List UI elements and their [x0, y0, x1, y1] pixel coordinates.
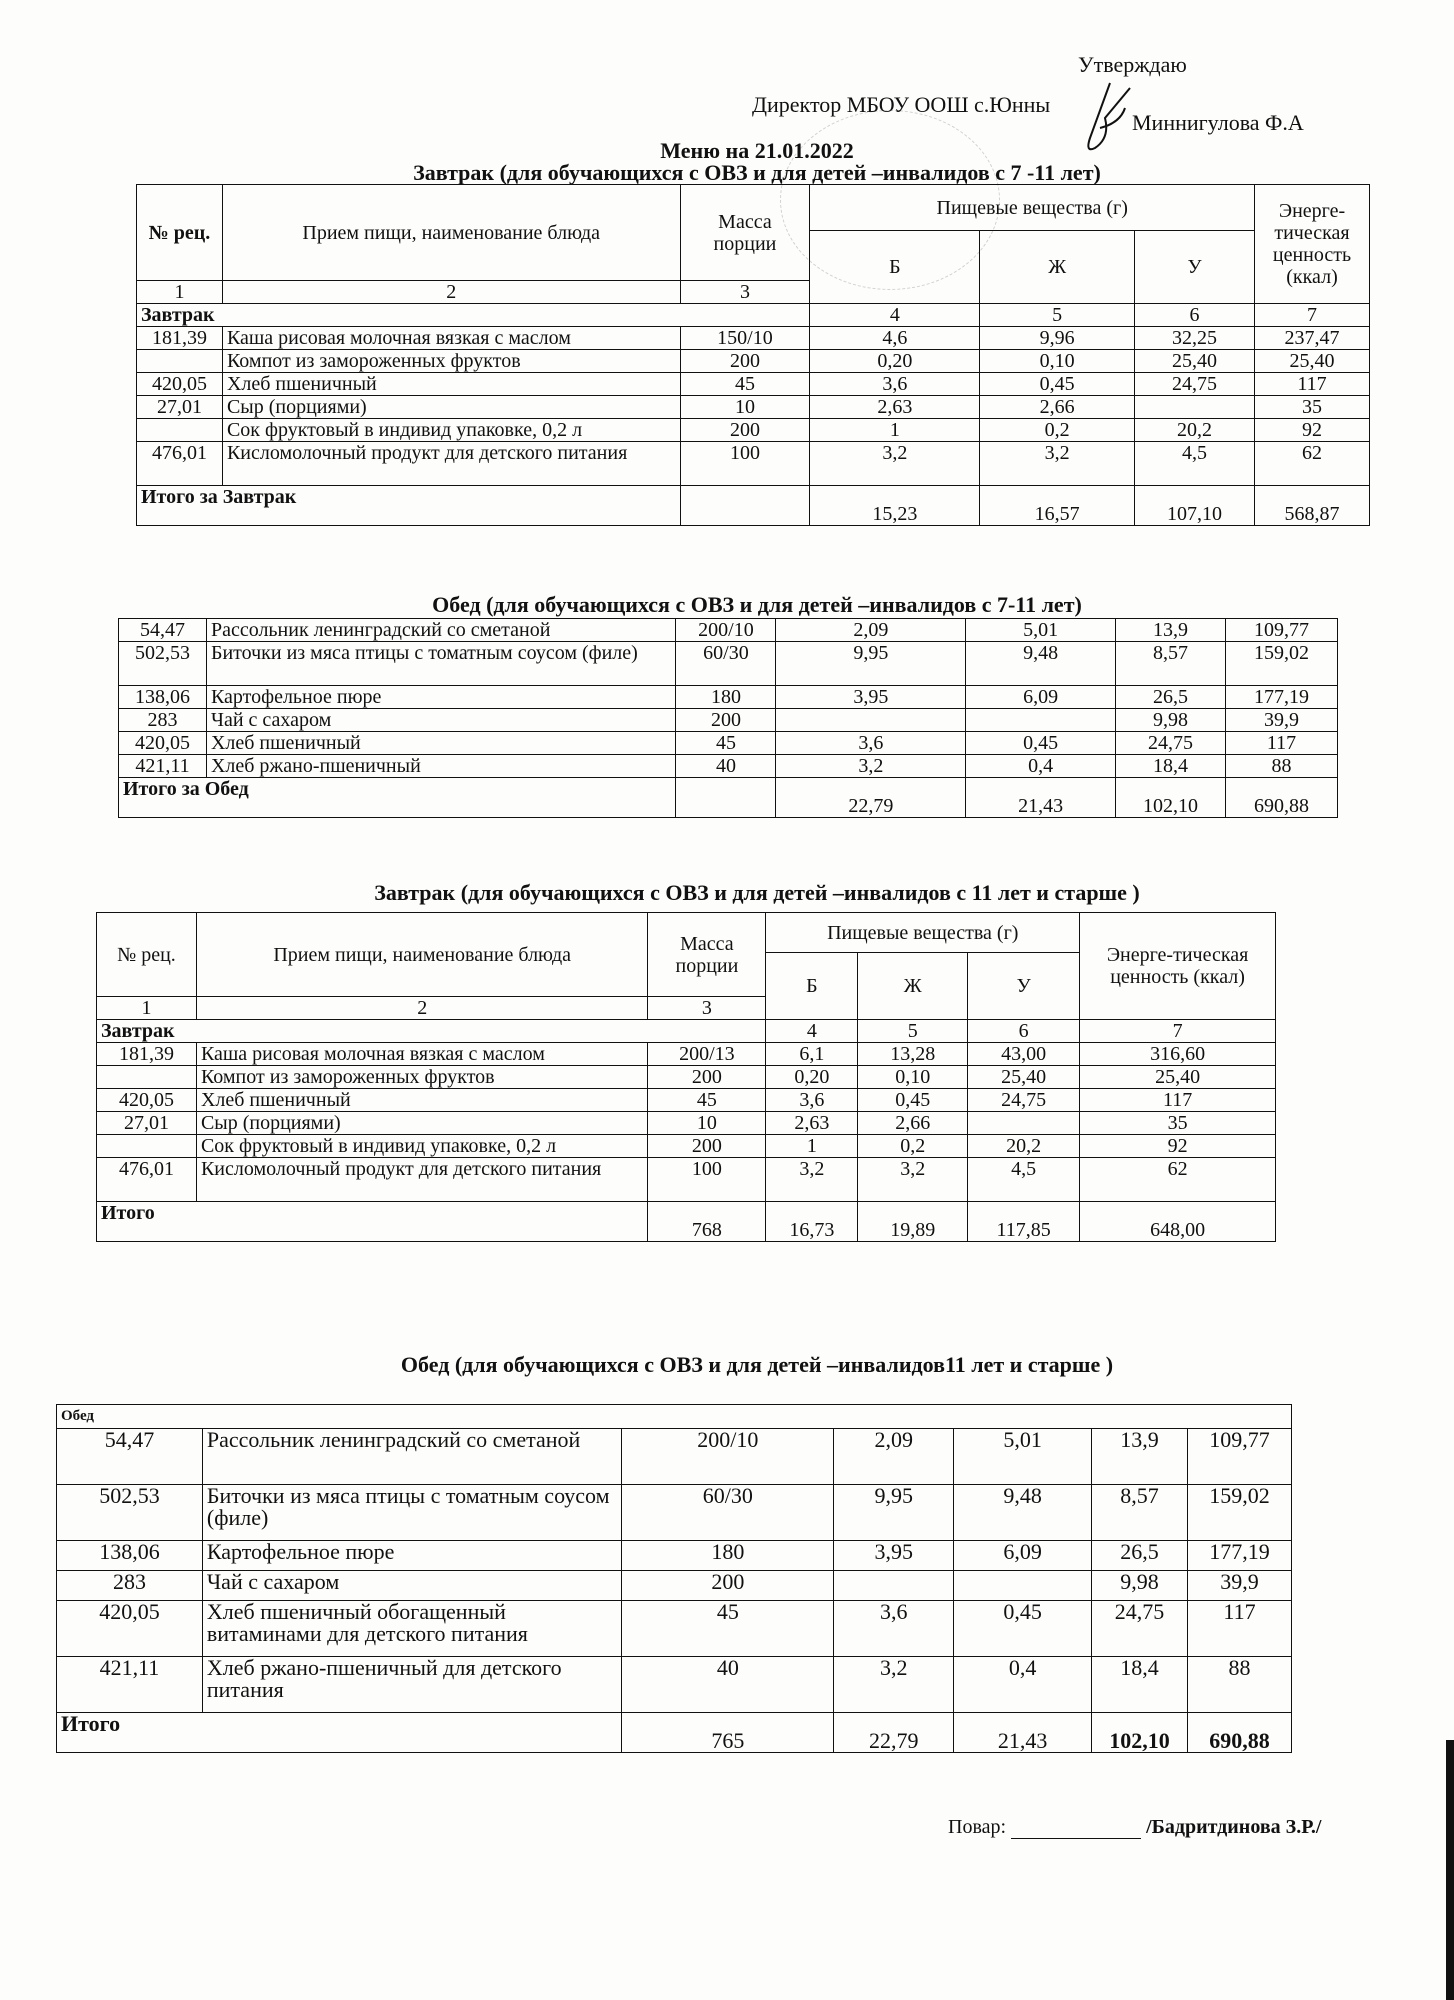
- dish-name: Каша рисовая молочная вязкая с маслом: [196, 1043, 648, 1066]
- energy-total: 648,00: [1080, 1202, 1276, 1242]
- protein-value: [834, 1571, 954, 1601]
- header-zh: Ж: [858, 953, 968, 1020]
- total-row: [57, 1713, 1292, 1753]
- dish-name: Компот из замороженных фруктов: [196, 1066, 648, 1089]
- protein-value: 3,2: [776, 755, 966, 778]
- dish-name: Кисломолочный продукт для детского питания: [196, 1158, 648, 1202]
- portion-total: [680, 486, 810, 526]
- recipe-number: 181,39: [97, 1043, 197, 1066]
- energy-value: 117: [1080, 1089, 1276, 1112]
- protein-value: 2,09: [776, 619, 966, 642]
- header-b: Б: [810, 231, 980, 304]
- energy-value: 117: [1187, 1601, 1291, 1657]
- portion-mass: 60/30: [676, 642, 776, 686]
- recipe-number: 420,05: [97, 1089, 197, 1112]
- table-row: [57, 1657, 1292, 1713]
- protein-value: 3,6: [766, 1089, 858, 1112]
- approval-block: [0, 0, 1454, 140]
- portion-mass: 10: [648, 1112, 766, 1135]
- protein-value: 3,2: [766, 1158, 858, 1202]
- table-row: [137, 442, 1370, 486]
- protein-total: 15,23: [810, 486, 980, 526]
- colnum-6: 6: [968, 1020, 1080, 1043]
- carbs-value: 8,57: [1092, 1485, 1188, 1541]
- carbs-value: 32,25: [1135, 327, 1255, 350]
- recipe-number: 138,06: [57, 1541, 203, 1571]
- recipe-number: 421,11: [57, 1657, 203, 1713]
- recipe-number: 27,01: [97, 1112, 197, 1135]
- table-row: [97, 1135, 1276, 1158]
- colnum-3: 3: [648, 997, 766, 1020]
- portion-mass: 45: [676, 732, 776, 755]
- portion-mass: 200: [676, 709, 776, 732]
- total-row: [137, 486, 1370, 526]
- carbs-value: 9,98: [1092, 1571, 1188, 1601]
- energy-value: 117: [1226, 732, 1338, 755]
- fat-value: 2,66: [980, 396, 1135, 419]
- fat-value: 5,01: [966, 619, 1116, 642]
- protein-value: 3,6: [776, 732, 966, 755]
- carbs-value: 25,40: [1135, 350, 1255, 373]
- table-row: [119, 642, 1338, 686]
- recipe-number: 476,01: [97, 1158, 197, 1202]
- fat-value: 9,48: [954, 1485, 1092, 1541]
- dish-name: Рассольник ленинградский со сметаной: [202, 1429, 622, 1485]
- carbs-value: 43,00: [968, 1043, 1080, 1066]
- energy-value: 159,02: [1226, 642, 1338, 686]
- carbs-value: 24,75: [968, 1089, 1080, 1112]
- dish-name: Биточки из мяса птицы с томатным соусом (филе): [202, 1485, 622, 1541]
- portion-total: [676, 778, 776, 818]
- recipe-number: [97, 1135, 197, 1158]
- portion-mass: 10: [680, 396, 810, 419]
- total-label: Итого за Завтрак: [137, 486, 681, 526]
- energy-value: 109,77: [1187, 1429, 1291, 1485]
- portion-mass: 200: [622, 1571, 834, 1601]
- recipe-number: 420,05: [57, 1601, 203, 1657]
- dish-name: Хлеб пшеничный: [206, 732, 676, 755]
- director-title: Директор МБОУ ООШ с.Юнны: [752, 92, 1051, 117]
- energy-value: 117: [1254, 373, 1369, 396]
- dish-name: Сок фруктовый в индивид упаковке, 0,2 л: [196, 1135, 648, 1158]
- carbs-value: 25,40: [968, 1066, 1080, 1089]
- header-zh: Ж: [980, 231, 1135, 304]
- table1-title: Завтрак (для обучающихся с ОВЗ и для детей –инвалидов с 7 -11 лет): [413, 160, 1101, 185]
- portion-mass: 180: [622, 1541, 834, 1571]
- energy-value: 237,47: [1254, 327, 1369, 350]
- table-row: [57, 1541, 1292, 1571]
- carbs-value: 26,5: [1092, 1541, 1188, 1571]
- approval-label: Утверждаю: [1078, 52, 1187, 77]
- energy-value: 109,77: [1226, 619, 1338, 642]
- carbs-value: 20,2: [968, 1135, 1080, 1158]
- colnum-3: 3: [680, 281, 810, 304]
- portion-mass: 45: [680, 373, 810, 396]
- colnum-2: 2: [196, 997, 648, 1020]
- fat-value: 0,45: [966, 732, 1116, 755]
- portion-mass: 150/10: [680, 327, 810, 350]
- header-u: У: [1135, 231, 1255, 304]
- colnum-5: 5: [858, 1020, 968, 1043]
- table-row: [137, 419, 1370, 442]
- protein-value: 2,63: [766, 1112, 858, 1135]
- carbs-value: 20,2: [1135, 419, 1255, 442]
- fat-total: 16,57: [980, 486, 1135, 526]
- portion-mass: 200: [648, 1135, 766, 1158]
- portion-mass: 180: [676, 686, 776, 709]
- dish-name: Сыр (порциями): [222, 396, 680, 419]
- protein-value: 4,6: [810, 327, 980, 350]
- total-row: [97, 1202, 1276, 1242]
- dish-name: Хлеб ржано-пшеничный: [206, 755, 676, 778]
- header-mass: Масса порции: [680, 185, 810, 281]
- carbs-value: 24,75: [1135, 373, 1255, 396]
- director-name: Миннигулова Ф.А: [1132, 110, 1304, 135]
- fat-value: 9,48: [966, 642, 1116, 686]
- portion-mass: 200/10: [676, 619, 776, 642]
- table-row: [97, 1158, 1276, 1202]
- cook-name: /Бадритдинова З.Р./: [1146, 1816, 1322, 1838]
- portion-mass: 100: [680, 442, 810, 486]
- fat-value: [954, 1571, 1092, 1601]
- dish-name: Рассольник ленинградский со сметаной: [206, 619, 676, 642]
- total-label: Итого: [97, 1202, 648, 1242]
- recipe-number: 420,05: [137, 373, 223, 396]
- portion-mass: 200/10: [622, 1429, 834, 1485]
- cook-signature-block: [948, 1816, 1321, 1839]
- table-row: [137, 396, 1370, 419]
- recipe-number: 54,47: [119, 619, 207, 642]
- recipe-number: 138,06: [119, 686, 207, 709]
- recipe-number: 420,05: [119, 732, 207, 755]
- energy-value: 25,40: [1080, 1066, 1276, 1089]
- section-label: Завтрак: [97, 1020, 766, 1043]
- protein-value: 3,6: [834, 1601, 954, 1657]
- protein-value: 1: [810, 419, 980, 442]
- recipe-number: [137, 350, 223, 373]
- carbs-total: 117,85: [968, 1202, 1080, 1242]
- dish-name: Компот из замороженных фруктов: [222, 350, 680, 373]
- header-num: № рец.: [137, 185, 223, 281]
- total-row: [119, 778, 1338, 818]
- carbs-value: 4,5: [968, 1158, 1080, 1202]
- header-dish: Прием пищи, наименование блюда: [222, 185, 680, 281]
- energy-total: 568,87: [1254, 486, 1369, 526]
- protein-total: 22,79: [834, 1713, 954, 1753]
- header-num: № рец.: [97, 913, 197, 997]
- carbs-value: 24,75: [1116, 732, 1226, 755]
- carbs-total: 102,10: [1116, 778, 1226, 818]
- fat-value: 0,4: [966, 755, 1116, 778]
- header-energy: Энерге-тическая ценность (ккал): [1080, 913, 1276, 1020]
- section-label: Завтрак: [137, 304, 810, 327]
- recipe-number: [137, 419, 223, 442]
- dish-name: Кисломолочный продукт для детского питания: [222, 442, 680, 486]
- energy-value: 35: [1080, 1112, 1276, 1135]
- energy-value: 177,19: [1226, 686, 1338, 709]
- fat-value: 3,2: [858, 1158, 968, 1202]
- recipe-number: 283: [119, 709, 207, 732]
- protein-value: 0,20: [810, 350, 980, 373]
- fat-value: 9,96: [980, 327, 1135, 350]
- table3-title: Завтрак (для обучающихся с ОВЗ и для детей –инвалидов с 11 лет и старше ): [374, 880, 1140, 905]
- colnum-4: 4: [766, 1020, 858, 1043]
- table-row: [119, 709, 1338, 732]
- table-row: [57, 1571, 1292, 1601]
- breakfast-7-11-table: [136, 184, 1370, 526]
- protein-value: 3,2: [834, 1657, 954, 1713]
- protein-value: 3,6: [810, 373, 980, 396]
- carbs-value: 13,9: [1116, 619, 1226, 642]
- protein-value: 0,20: [766, 1066, 858, 1089]
- table-row: [119, 619, 1338, 642]
- fat-value: 0,10: [858, 1066, 968, 1089]
- header-nutrients: Пищевые вещества (г): [810, 185, 1255, 231]
- protein-total: 22,79: [776, 778, 966, 818]
- protein-value: 3,95: [834, 1541, 954, 1571]
- recipe-number: 502,53: [119, 642, 207, 686]
- header-energy: Энерге-тическая ценность (ккал): [1254, 185, 1369, 304]
- energy-value: 25,40: [1254, 350, 1369, 373]
- protein-total: 16,73: [766, 1202, 858, 1242]
- dish-name: Биточки из мяса птицы с томатным соусом (филе): [206, 642, 676, 686]
- colnum-1: 1: [97, 997, 197, 1020]
- table-row: [97, 1066, 1276, 1089]
- carbs-value: [1135, 396, 1255, 419]
- colnum-6: 6: [1135, 304, 1255, 327]
- energy-value: 62: [1080, 1158, 1276, 1202]
- portion-mass: 200: [680, 350, 810, 373]
- table4-title: Обед (для обучающихся с ОВЗ и для детей –инвалидов11 лет и старше ): [400, 1352, 1114, 1377]
- colnum-5: 5: [980, 304, 1135, 327]
- carbs-value: 13,9: [1092, 1429, 1188, 1485]
- fat-value: [966, 709, 1116, 732]
- fat-value: 0,2: [858, 1135, 968, 1158]
- dish-name: Хлеб пшеничный: [222, 373, 680, 396]
- header-mass: Масса порции: [648, 913, 766, 997]
- header-u: У: [968, 953, 1080, 1020]
- dish-name: Каша рисовая молочная вязкая с маслом: [222, 327, 680, 350]
- recipe-number: 502,53: [57, 1485, 203, 1541]
- carbs-value: 9,98: [1116, 709, 1226, 732]
- dish-name: Сок фруктовый в индивид упаковке, 0,2 л: [222, 419, 680, 442]
- cook-label: Повар:: [948, 1816, 1007, 1838]
- header-nutrients: Пищевые вещества (г): [766, 913, 1080, 953]
- portion-mass: 40: [676, 755, 776, 778]
- portion-mass: 60/30: [622, 1485, 834, 1541]
- portion-mass: 45: [648, 1089, 766, 1112]
- recipe-number: 27,01: [137, 396, 223, 419]
- protein-value: 1: [766, 1135, 858, 1158]
- protein-value: 9,95: [834, 1485, 954, 1541]
- energy-total: 690,88: [1226, 778, 1338, 818]
- dish-name: Чай с сахаром: [206, 709, 676, 732]
- fat-value: 0,45: [954, 1601, 1092, 1657]
- fat-total: 19,89: [858, 1202, 968, 1242]
- protein-value: 3,2: [810, 442, 980, 486]
- fat-value: 6,09: [954, 1541, 1092, 1571]
- fat-value: 0,45: [980, 373, 1135, 396]
- scan-edge: [1446, 1740, 1454, 2000]
- fat-value: 0,10: [980, 350, 1135, 373]
- menu-title: Меню на 21.01.2022: [660, 138, 854, 163]
- energy-value: 39,9: [1226, 709, 1338, 732]
- portion-mass: 200: [648, 1066, 766, 1089]
- carbs-value: 24,75: [1092, 1601, 1188, 1657]
- table-row: [57, 1601, 1292, 1657]
- dish-name: Хлеб ржано-пшеничный для детского питания: [202, 1657, 622, 1713]
- fat-value: 3,2: [980, 442, 1135, 486]
- protein-value: 9,95: [776, 642, 966, 686]
- colnum-4: 4: [810, 304, 980, 327]
- table2-title: Обед (для обучающихся с ОВЗ и для детей –инвалидов с 7-11 лет): [432, 592, 1082, 617]
- energy-value: 159,02: [1187, 1485, 1291, 1541]
- protein-value: [776, 709, 966, 732]
- portion-mass: 200/13: [648, 1043, 766, 1066]
- protein-value: 2,63: [810, 396, 980, 419]
- energy-value: 62: [1254, 442, 1369, 486]
- portion-total: 765: [622, 1713, 834, 1753]
- colnum-7: 7: [1254, 304, 1369, 327]
- table-row: [137, 327, 1370, 350]
- fat-total: 21,43: [966, 778, 1116, 818]
- dish-name: Сыр (порциями): [196, 1112, 648, 1135]
- table-row: [137, 373, 1370, 396]
- dish-name: Картофельное пюре: [206, 686, 676, 709]
- table-row: [97, 1112, 1276, 1135]
- dish-name: Хлеб пшеничный обогащенный витаминами для детского питания: [202, 1601, 622, 1657]
- protein-value: 3,95: [776, 686, 966, 709]
- recipe-number: [97, 1066, 197, 1089]
- energy-value: 92: [1254, 419, 1369, 442]
- header-b: Б: [766, 953, 858, 1020]
- recipe-number: 54,47: [57, 1429, 203, 1485]
- fat-value: 6,09: [966, 686, 1116, 709]
- table-row: [119, 732, 1338, 755]
- table-row: [119, 755, 1338, 778]
- recipe-number: 283: [57, 1571, 203, 1601]
- fat-value: 5,01: [954, 1429, 1092, 1485]
- carbs-value: 8,57: [1116, 642, 1226, 686]
- table-row: [137, 350, 1370, 373]
- table-row: [97, 1089, 1276, 1112]
- energy-value: 88: [1226, 755, 1338, 778]
- carbs-value: [968, 1112, 1080, 1135]
- carbs-value: 26,5: [1116, 686, 1226, 709]
- fat-value: 0,2: [980, 419, 1135, 442]
- recipe-number: 476,01: [137, 442, 223, 486]
- portion-mass: 40: [622, 1657, 834, 1713]
- carbs-total: 102,10: [1092, 1713, 1188, 1753]
- recipe-number: 421,11: [119, 755, 207, 778]
- carbs-value: 18,4: [1092, 1657, 1188, 1713]
- breakfast-11plus-table: [96, 912, 1276, 1242]
- total-label: Итого за Обед: [119, 778, 676, 818]
- portion-mass: 200: [680, 419, 810, 442]
- dish-name: Хлеб пшеничный: [196, 1089, 648, 1112]
- portion-mass: 45: [622, 1601, 834, 1657]
- colnum-2: 2: [222, 281, 680, 304]
- energy-total: 690,88: [1187, 1713, 1291, 1753]
- lunch-7-11-table: [118, 618, 1338, 818]
- table-row: [119, 686, 1338, 709]
- colnum-7: 7: [1080, 1020, 1276, 1043]
- energy-value: 177,19: [1187, 1541, 1291, 1571]
- protein-value: 2,09: [834, 1429, 954, 1485]
- header-dish: Прием пищи, наименование блюда: [196, 913, 648, 997]
- recipe-number: 181,39: [137, 327, 223, 350]
- table-row: [57, 1429, 1292, 1485]
- dish-name: Картофельное пюре: [202, 1541, 622, 1571]
- dish-name: Чай с сахаром: [202, 1571, 622, 1601]
- table-row: [97, 1043, 1276, 1066]
- energy-value: 316,60: [1080, 1043, 1276, 1066]
- cook-signature-line: [1011, 1821, 1141, 1839]
- fat-value: 13,28: [858, 1043, 968, 1066]
- portion-total: 768: [648, 1202, 766, 1242]
- energy-value: 92: [1080, 1135, 1276, 1158]
- colnum-1: 1: [137, 281, 223, 304]
- fat-value: 2,66: [858, 1112, 968, 1135]
- energy-value: 39,9: [1187, 1571, 1291, 1601]
- fat-value: 0,45: [858, 1089, 968, 1112]
- protein-value: 6,1: [766, 1043, 858, 1066]
- carbs-value: 18,4: [1116, 755, 1226, 778]
- energy-value: 88: [1187, 1657, 1291, 1713]
- table-row: [57, 1485, 1292, 1541]
- carbs-total: 107,10: [1135, 486, 1255, 526]
- lunch-11plus-table: [56, 1404, 1292, 1753]
- portion-mass: 100: [648, 1158, 766, 1202]
- fat-total: 21,43: [954, 1713, 1092, 1753]
- fat-value: 0,4: [954, 1657, 1092, 1713]
- energy-value: 35: [1254, 396, 1369, 419]
- carbs-value: 4,5: [1135, 442, 1255, 486]
- total-label: Итого: [57, 1713, 622, 1753]
- section-label: Обед: [57, 1405, 1292, 1429]
